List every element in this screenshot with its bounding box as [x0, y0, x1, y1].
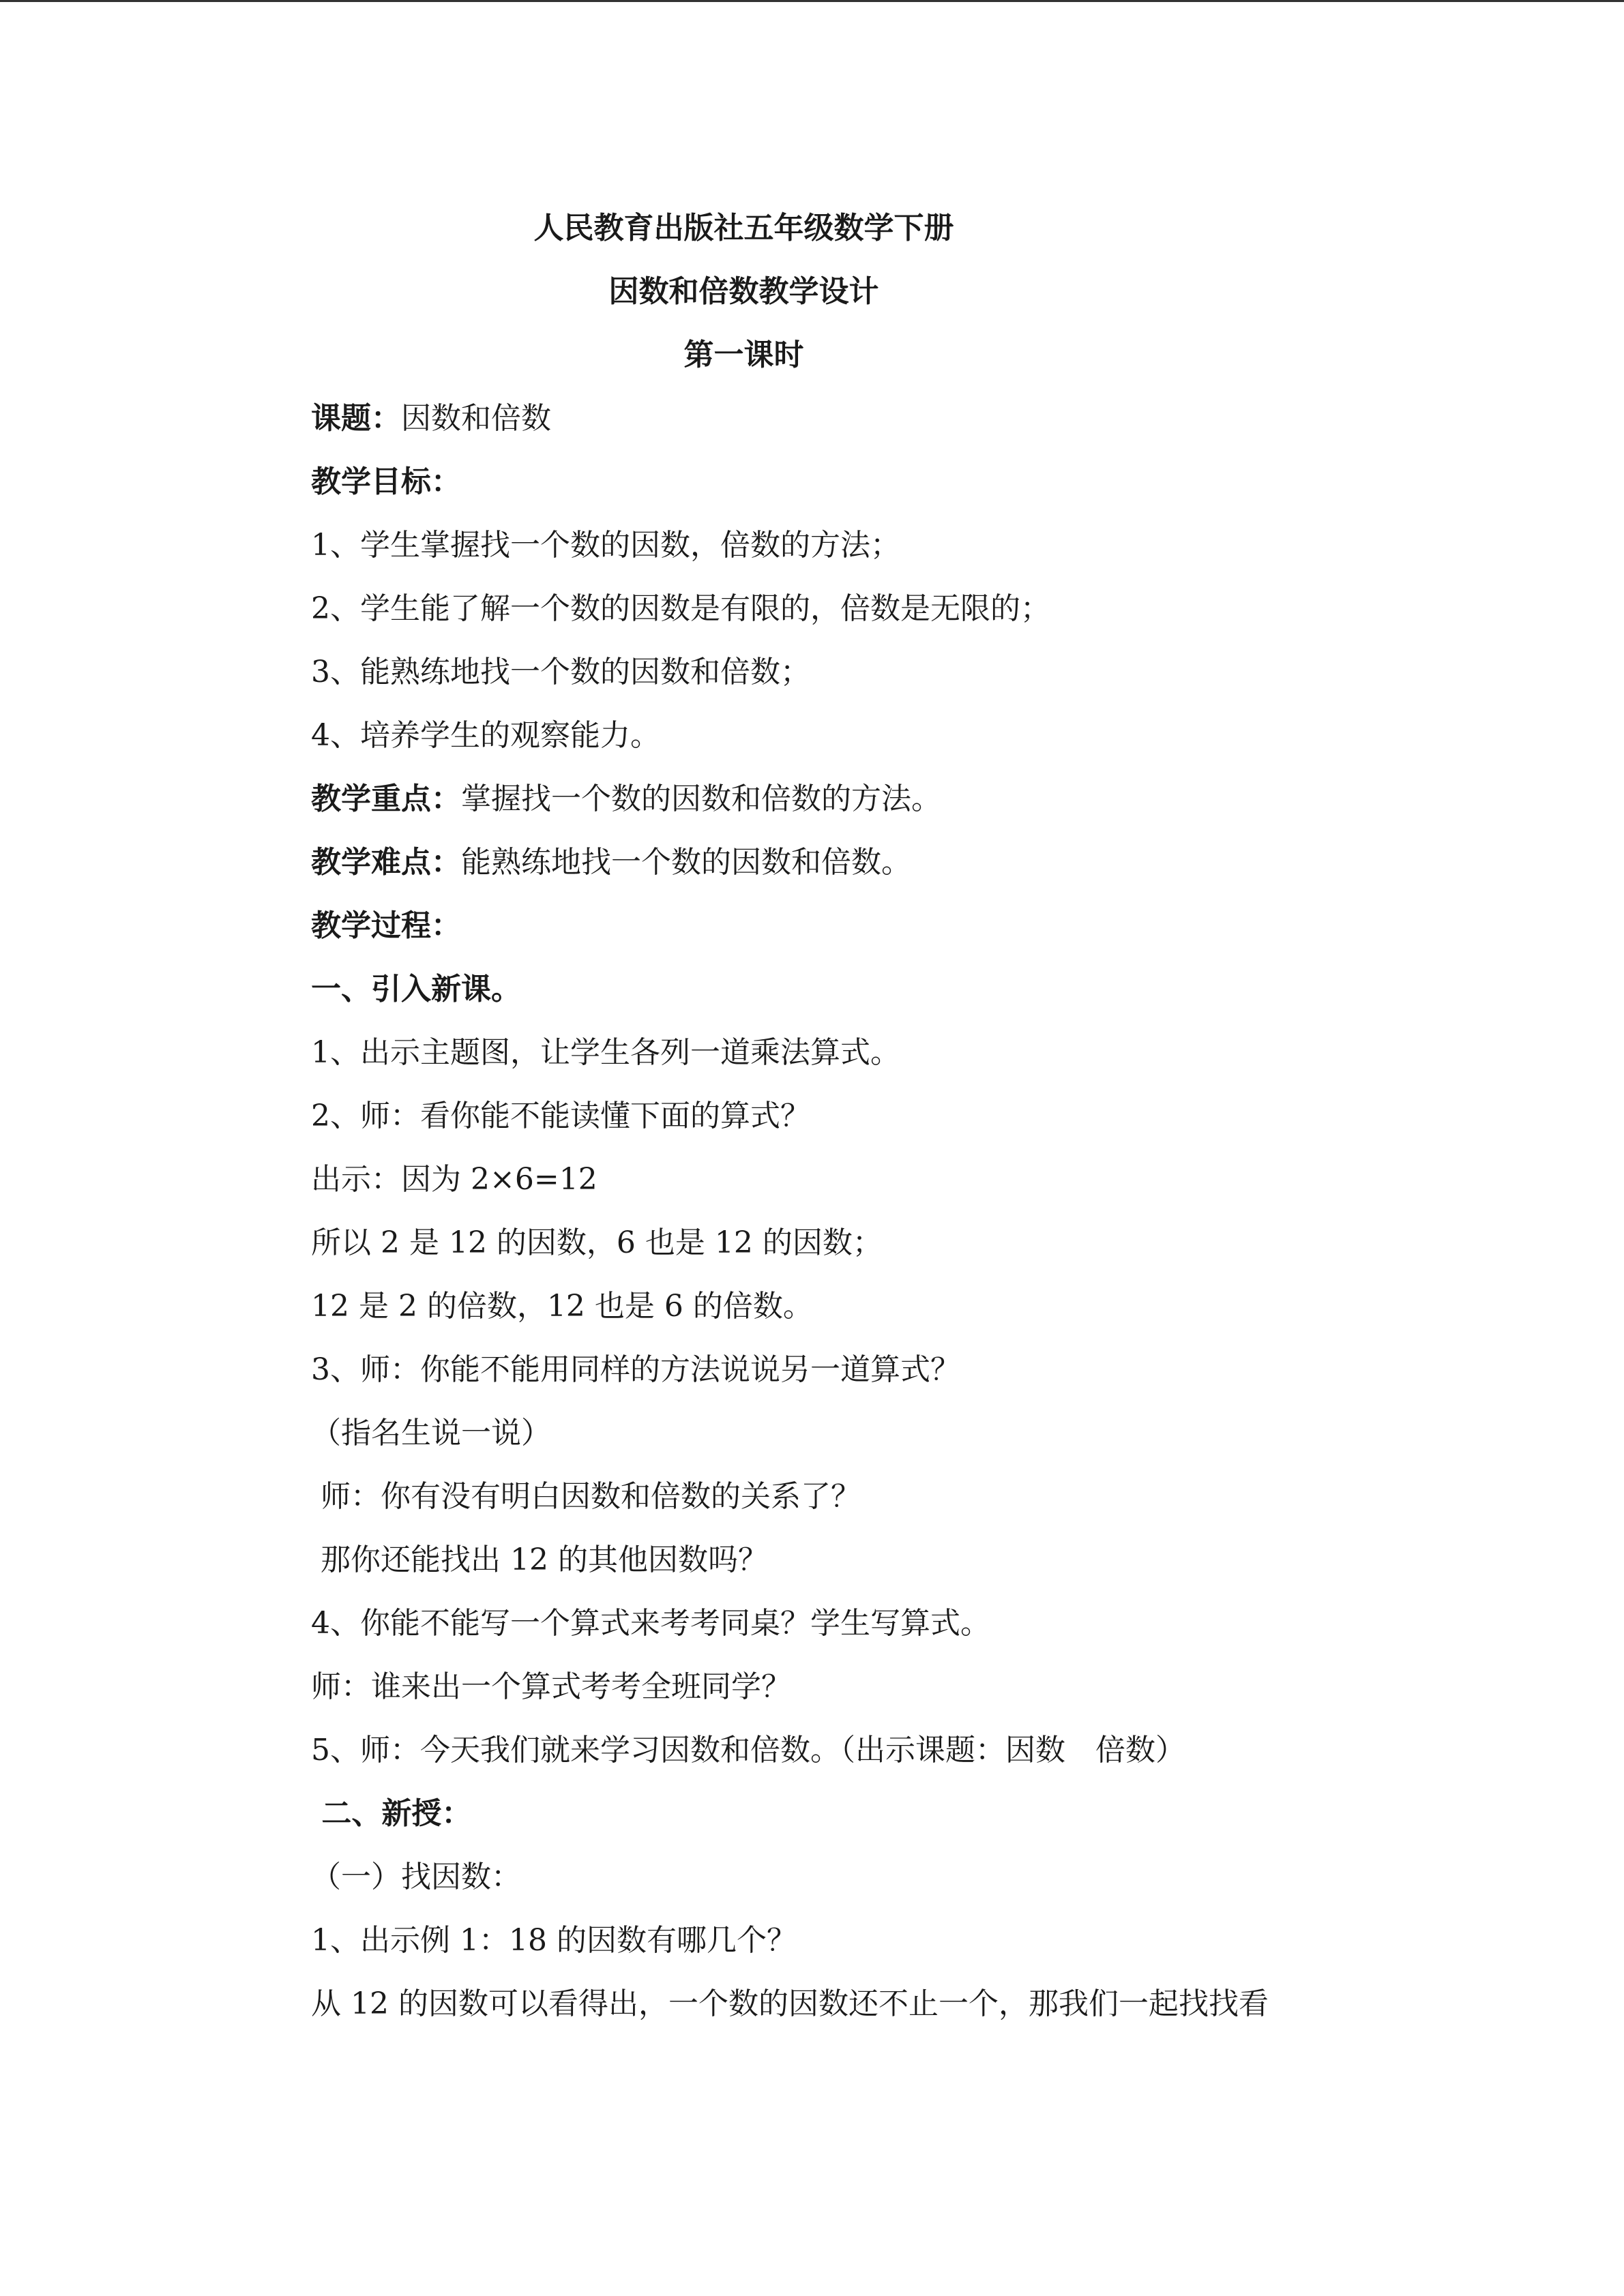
section-1-line: 师：谁来出一个算式考考全班同学？: [311, 1669, 791, 1704]
process-heading: 教学过程：: [311, 908, 461, 943]
section-1-line: （指名生说一说）: [311, 1416, 551, 1450]
difficult-point-text: 能熟练地找一个数的因数和倍数。: [461, 845, 911, 880]
section-1-line: 5、师：今天我们就来学习因数和倍数。（出示课题：因数 倍数）: [311, 1733, 1185, 1768]
topic-text: 因数和倍数: [401, 401, 551, 436]
section-1-line: 1、出示主题图，让学生各列一道乘法算式。: [311, 1035, 900, 1070]
section-1-line: 所以 2 是 12 的因数，6 也是 12 的因数；: [311, 1225, 883, 1260]
key-point-label: 教学重点：: [311, 781, 461, 816]
key-point-line: [311, 779, 941, 820]
top-border: [0, 0, 1624, 2]
objective-item: 2、学生能了解一个数的因数是有限的，倍数是无限的；: [311, 591, 1050, 626]
topic-line: [311, 398, 551, 439]
document-title: 人民教育出版社五年级数学下册: [533, 211, 954, 245]
section-1-line: 那你还能找出 12 的其他因数吗？: [311, 1542, 768, 1577]
key-point-text: 掌握找一个数的因数和倍数的方法。: [461, 781, 941, 816]
section-2-line: （一）找因数：: [311, 1860, 521, 1894]
objectives-heading: 教学目标：: [311, 464, 461, 499]
section-2-heading: 二、新授：: [311, 1796, 472, 1831]
section-1-line: 2、师：看你能不能读懂下面的算式？: [311, 1099, 810, 1133]
section-1-line: 师：你有没有明白因数和倍数的关系了？: [311, 1479, 861, 1514]
difficult-point-line: [311, 842, 911, 883]
objective-item: 1、学生掌握找一个数的因数，倍数的方法；: [311, 528, 900, 563]
document-subtitle: 因数和倍数教学设计: [608, 274, 879, 309]
objective-item: 3、能熟练地找一个数的因数和倍数；: [311, 655, 810, 689]
section-2-line: 从 12 的因数可以看得出，一个数的因数还不止一个，那我们一起找找看: [311, 1986, 1269, 2021]
topic-label: 课题：: [311, 401, 401, 436]
lesson-period: 第一课时: [683, 338, 804, 372]
difficult-point-label: 教学难点：: [311, 845, 461, 880]
section-1-line: 4、你能不能写一个算式来考考同桌？学生写算式。: [311, 1606, 990, 1641]
section-1-heading: 一、引入新课。: [311, 972, 521, 1007]
section-1-line: 12 是 2 的倍数，12 也是 6 的倍数。: [311, 1289, 813, 1324]
section-2-line: 1、出示例 1：18 的因数有哪几个？: [311, 1923, 797, 1958]
section-1-line: 3、师：你能不能用同样的方法说说另一道算式？: [311, 1352, 960, 1387]
section-1-line: 出示：因为 2×6=12: [311, 1162, 597, 1197]
objective-item: 4、培养学生的观察能力。: [311, 718, 660, 753]
